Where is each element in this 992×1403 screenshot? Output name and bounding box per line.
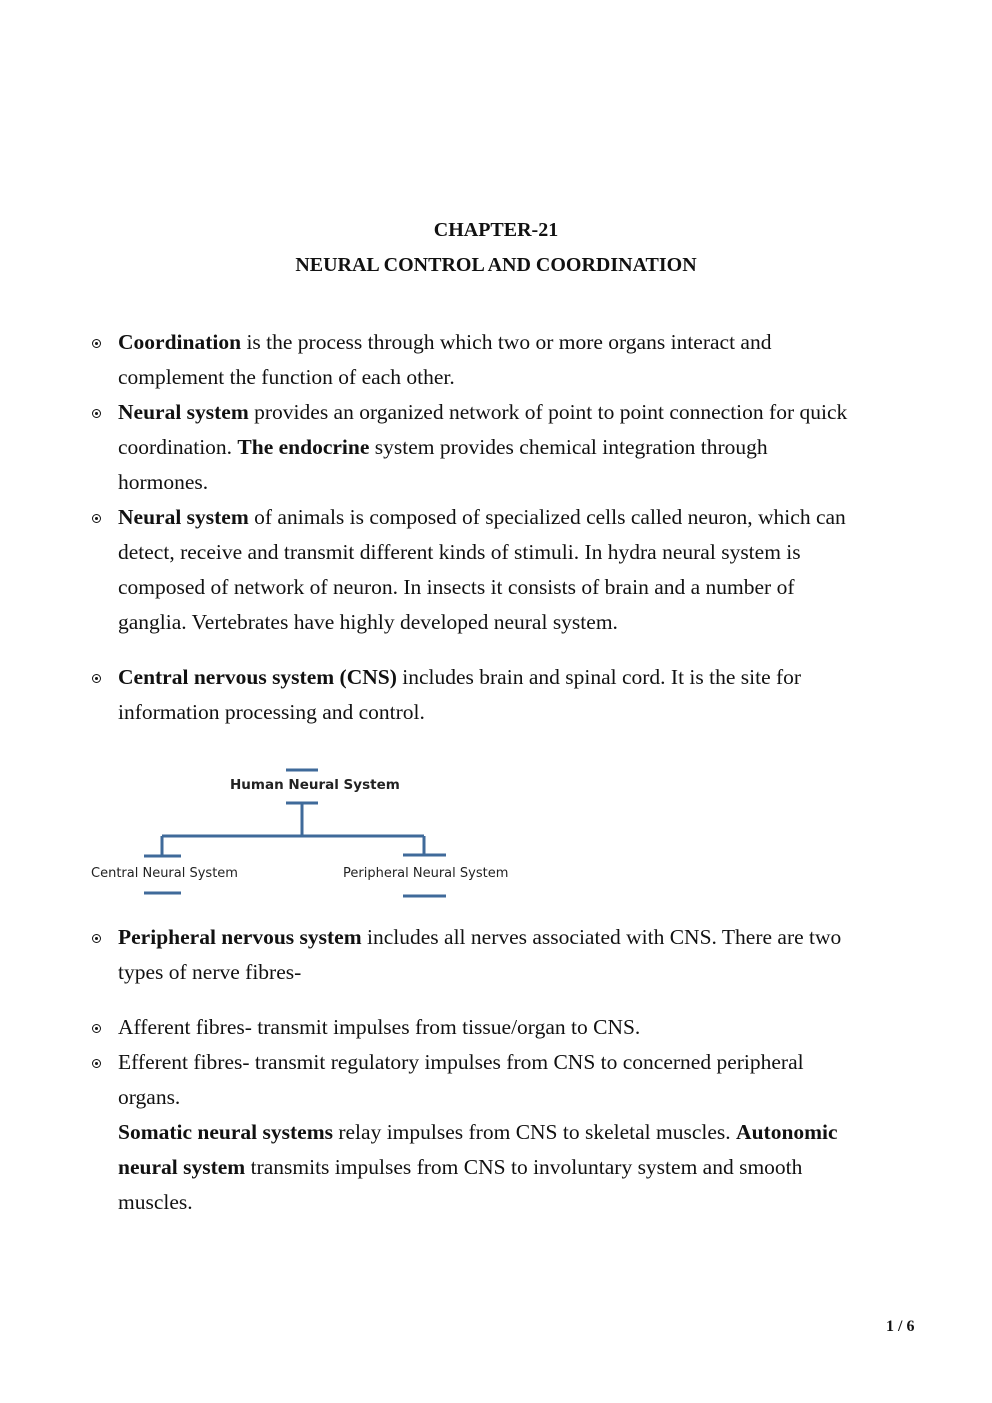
- bold-term: neural system: [118, 1155, 246, 1179]
- text-segment: coordination.: [118, 435, 238, 459]
- bold-term: Neural system: [118, 505, 249, 529]
- bold-term: Neural system: [118, 400, 249, 424]
- bold-term: Coordination: [118, 330, 242, 354]
- text-segment: includes brain and spinal cord. It is the site for: [396, 665, 802, 689]
- bold-term: Central nervous system (CNS): [118, 665, 397, 689]
- text-segment: Afferent fibres- transmit impulses from tissue/organ to CNS.: [118, 1015, 641, 1039]
- text-segment: Efferent fibres- transmit regulatory impulses from CNS to concerned peripheral: [118, 1050, 804, 1074]
- text-segment: information processing and control.: [118, 700, 425, 724]
- diagram-pns-node: Peripheral Neural System: [343, 866, 509, 881]
- text-segment: relay impulses from CNS to skeletal muscles.: [332, 1120, 737, 1144]
- text-segment: transmits impulses from CNS to involuntary system and smooth: [245, 1155, 803, 1179]
- text-segment: includes all nerves associated with CNS. There are two: [361, 925, 842, 949]
- text-segment: provides an organized network of point to point connection for quick: [248, 400, 848, 424]
- text-segment: complement the function of each other.: [118, 365, 455, 389]
- text-segment: of animals is composed of specialized cells called neuron, which can: [248, 505, 846, 529]
- chapter-number: CHAPTER-21: [433, 219, 559, 241]
- text-segment: ganglia. Vertebrates have highly developed neural system.: [118, 610, 618, 634]
- text-segment: detect, receive and transmit different kinds of stimuli. In hydra neural system is: [118, 540, 801, 564]
- bold-term: Autonomic: [736, 1120, 838, 1144]
- text-segment: organs.: [118, 1085, 181, 1109]
- bold-term: The endocrine: [237, 435, 370, 459]
- diagram-root-node: Human Neural System: [230, 777, 400, 793]
- text-segment: is the process through which two or more organs interact and: [241, 330, 772, 354]
- page-number: 1 / 6: [886, 1318, 915, 1335]
- text-segment: composed of network of neuron. In insects it consists of brain and a number of: [118, 575, 795, 599]
- text-segment: hormones.: [118, 470, 209, 494]
- text-segment: types of nerve fibres-: [118, 960, 302, 984]
- bold-term: Peripheral nervous system: [118, 925, 362, 949]
- text-segment: muscles.: [118, 1190, 193, 1214]
- chapter-title: NEURAL CONTROL AND COORDINATION: [295, 254, 697, 276]
- text-segment: system provides chemical integration through: [369, 435, 768, 459]
- bold-term: Somatic neural systems: [118, 1120, 333, 1144]
- diagram-cns-node: Central Neural System: [91, 866, 238, 881]
